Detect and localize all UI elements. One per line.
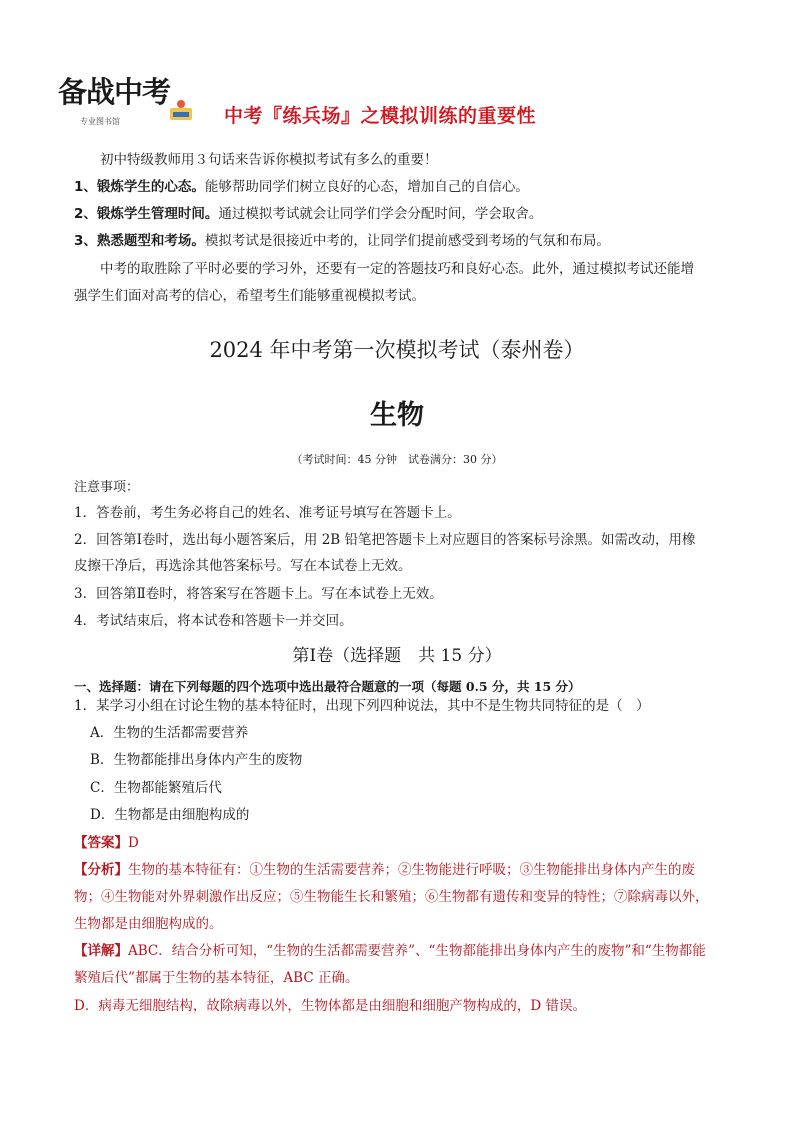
svg-text:专业图书馆: 专业图书馆	[80, 117, 120, 126]
section-instruction: 一、选择题：请在下列每题的四个选项中选出最符合题意的一项（每题 0.5 分，共 15 分）	[74, 679, 581, 694]
analysis-label: 【分析】	[74, 862, 128, 878]
section-title: 第Ⅰ卷（选择题 共 15 分）	[292, 646, 502, 666]
intro-closing-cont: 强学生们面对高考的信心，希望考生们能够重视模拟考试。	[74, 288, 425, 304]
detail-line-1: 【详解】ABC．结合分析可知，“生物的生活都需要营养”、“生物都能排出身体内产生的废物”和“生物都能	[74, 943, 706, 959]
detail-line-2: 繁殖后代”都属于生物的基本特征，ABC 正确。	[74, 970, 359, 986]
intro-closing: 中考的取胜除了平时必要的学习外，还要有一定的答题技巧和良好心态。此外，通过模拟考试还能增	[100, 261, 694, 277]
note-item-4: 4．考试结束后，将本试卷和答题卡一并交回。	[74, 613, 353, 629]
question-stem: 1．某学习小组在讨论生物的基本特征时，出现下列四种说法，其中不是生物共同特征的是（ ）	[74, 698, 650, 714]
analysis-line-3: 生物都是由细胞构成的。	[74, 916, 223, 932]
intro-lead: 初中特级教师用３句话来告诉你模拟考试有多么的重要！	[100, 152, 438, 168]
note-item-3: 3．回答第Ⅱ卷时，将答案写在答题卡上。写在本试卷上无效。	[74, 586, 443, 602]
option-a: A．生物的生活都需要营养	[90, 725, 249, 741]
note-item-1: 1．答卷前，考生务必将自己的姓名、准考证号填写在答题卡上。	[74, 505, 461, 521]
option-b: B．生物都能排出身体内产生的废物	[90, 752, 303, 768]
exam-title: 2024 年中考第一次模拟考试（泰州卷）	[209, 338, 585, 362]
detail-line-3: D．病毒无细胞结构，故除病毒以外，生物体都是由细胞和细胞产物构成的，D 错误。	[74, 998, 586, 1014]
intro-point-3: 3、熟悉题型和考场。模拟考试是很接近中考的，让同学们提前感受到考场的气氛和布局。	[74, 233, 610, 249]
notes-heading: 注意事项：	[74, 480, 140, 495]
note-item-2: 2．回答第Ⅰ卷时，选出每小题答案后，用 2B 铅笔把答题卡上对应题目的答案标号涂黑。如需改动，用橡	[74, 532, 696, 548]
exam-info: （考试时间：45 分钟 试卷满分：30 分）	[291, 453, 503, 466]
analysis-line-1: 【分析】生物的基本特征有：①生物的生活需要营养；②生物能进行呼吸；③生物能排出身体内产生的废	[74, 862, 695, 878]
exam-subject: 生物	[370, 400, 424, 431]
note-item-2-cont: 皮擦干净后，再选涂其他答案标号。写在本试卷上无效。	[74, 558, 412, 574]
option-c: C．生物都能繁殖后代	[90, 780, 222, 796]
answer-value: D	[128, 835, 139, 851]
intro-point-2: 2、锻炼学生管理时间。通过模拟考试就会让同学们学会分配时间，学会取舍。	[74, 206, 543, 222]
intro-point-1: 1、锻炼学生的心态。能够帮助同学们树立良好的心态，增加自己的自信心。	[74, 179, 529, 195]
detail-label: 【详解】	[74, 943, 128, 959]
banner-title: 中考『练兵场』之模拟训练的重要性	[224, 105, 537, 127]
answer-line	[74, 833, 139, 853]
option-d: D．生物都是由细胞构成的	[90, 807, 250, 823]
prep-logo	[54, 66, 202, 130]
answer-label: 【答案】	[74, 835, 128, 851]
analysis-line-2: 物；④生物能对外界刺激作出反应；⑤生物能生长和繁殖；⑥生物都有遗传和变异的特性；⑦除病毒以外，	[74, 889, 709, 905]
svg-text:备战中考: 备战中考	[58, 75, 171, 109]
